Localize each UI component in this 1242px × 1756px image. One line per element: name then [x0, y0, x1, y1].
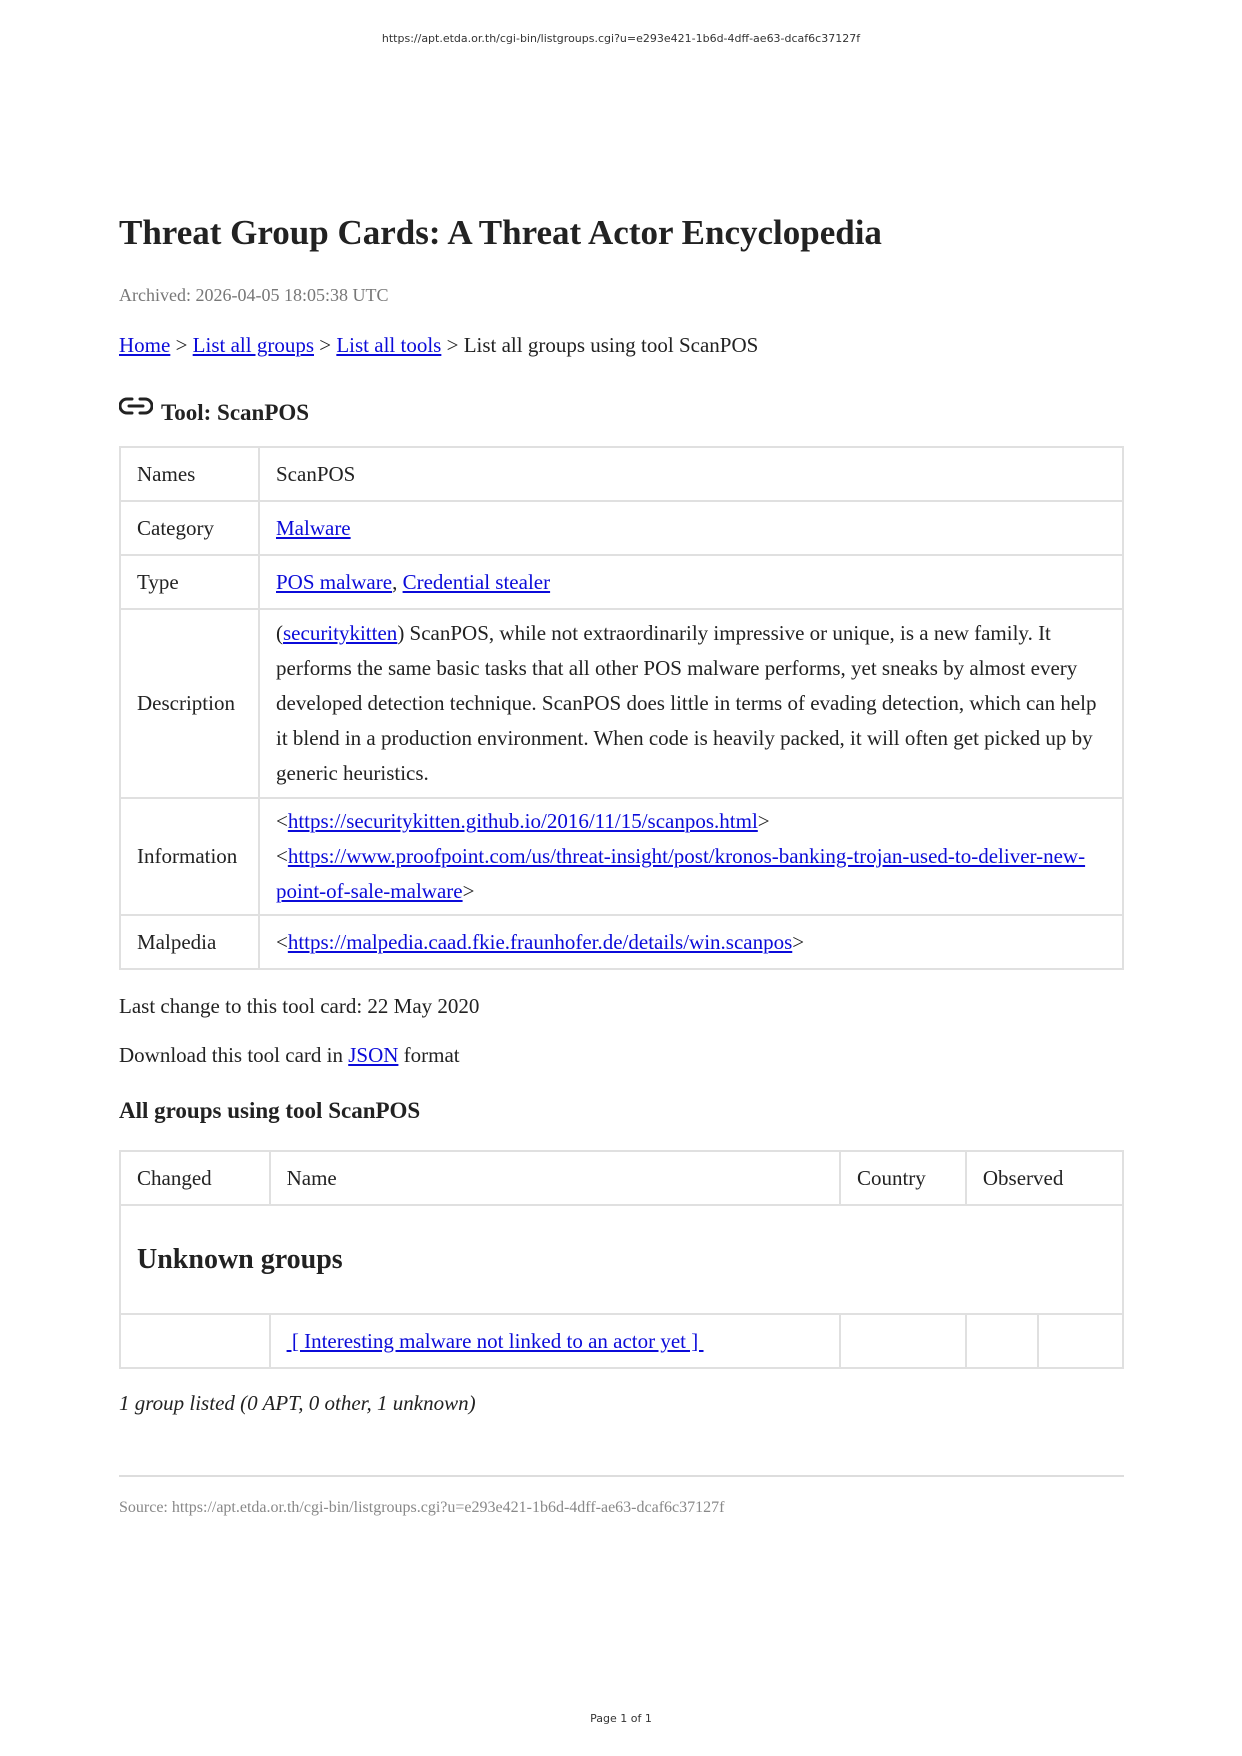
- breadcrumb: [119, 333, 1124, 358]
- page-title: Threat Group Cards: A Threat Actor Encyclopedia: [119, 213, 882, 252]
- angle-open: <: [276, 929, 288, 954]
- column-header-changed: Changed: [120, 1151, 270, 1205]
- extra-cell: [1038, 1314, 1123, 1368]
- json-download-link[interactable]: JSON: [348, 1043, 399, 1067]
- description-label: Description: [120, 609, 259, 798]
- description-open-paren: (: [276, 621, 283, 645]
- section-row: [120, 1205, 1123, 1314]
- last-change-text: Last change to this tool card: 22 May 2020: [119, 994, 480, 1018]
- breadcrumb-separator: >: [441, 333, 464, 357]
- source-text: Source: https://apt.etda.or.th/cgi-bin/listgroups.cgi?u=e293e421-1b6d-4dff-ae63-dcaf6c37127f: [119, 1499, 725, 1516]
- category-label: Category: [120, 501, 259, 555]
- group-link-interesting-malware[interactable]: [ Interesting malware not linked to an actor yet ]: [286, 1328, 704, 1353]
- divider: [119, 1475, 1124, 1477]
- type-credential-stealer-link[interactable]: Credential stealer: [402, 569, 551, 594]
- names-label: Names: [120, 447, 259, 501]
- archived-timestamp: Archived: 2026-04-05 18:05:38 UTC: [119, 285, 389, 305]
- tool-info-table: [119, 446, 1124, 970]
- breadcrumb-separator: >: [170, 333, 193, 357]
- table-header-row: [120, 1151, 1123, 1205]
- malpedia-value: [259, 915, 1123, 969]
- groups-table: [119, 1150, 1124, 1369]
- type-value: [259, 555, 1123, 609]
- print-header-url: https://apt.etda.or.th/cgi-bin/listgroups.cgi?u=e293e421-1b6d-4dff-ae63-dcaf6c37127f: [381, 32, 861, 45]
- observed-cell: [966, 1314, 1038, 1368]
- breadcrumb-tools-link[interactable]: List all tools: [336, 333, 442, 357]
- link-icon: [119, 396, 153, 416]
- category-link[interactable]: Malware: [276, 515, 351, 540]
- angle-close: >: [792, 929, 805, 954]
- information-line: [276, 839, 1106, 909]
- main-content: [119, 212, 1124, 1517]
- type-pos-malware-link[interactable]: POS malware: [276, 569, 393, 594]
- name-cell: [270, 1314, 840, 1368]
- information-line: [276, 804, 1106, 839]
- angle-close: >: [757, 809, 770, 833]
- column-header-name: Name: [270, 1151, 840, 1205]
- table-row: [120, 447, 1123, 501]
- description-text: ) ScanPOS, while not extraordinarily impressive or unique, is a new family. It performs the same basic tasks that all other POS malware performs, yet sneaks by almost every developed detection technique. ScanPOS does little in terms of evading detection, which can help it blend in a production environment. When code is heavily packed, it will often get picked up by generic heuristics.: [276, 621, 1097, 785]
- angle-open: <: [276, 844, 288, 868]
- country-cell: [840, 1314, 966, 1368]
- malpedia-label: Malpedia: [120, 915, 259, 969]
- groups-heading: All groups using tool ScanPOS: [119, 1098, 421, 1123]
- tool-heading: [119, 390, 1124, 426]
- table-row: [120, 798, 1123, 915]
- changed-cell: [120, 1314, 270, 1368]
- table-row: [120, 609, 1123, 798]
- table-row: [120, 915, 1123, 969]
- download-prefix: Download this tool card in: [119, 1043, 349, 1067]
- page-number: Page 1 of 1: [590, 1712, 652, 1725]
- breadcrumb-groups-link[interactable]: List all groups: [192, 333, 314, 357]
- breadcrumb-home-link[interactable]: Home: [119, 333, 171, 357]
- section-title-unknown-groups: Unknown groups: [120, 1205, 1123, 1314]
- names-value: ScanPOS: [259, 447, 1123, 501]
- type-separator: ,: [392, 569, 403, 594]
- information-label: Information: [120, 798, 259, 915]
- angle-open: <: [276, 809, 288, 833]
- description-value: [259, 609, 1123, 798]
- download-suffix: format: [398, 1043, 460, 1067]
- type-label: Type: [120, 555, 259, 609]
- description-source-link[interactable]: securitykitten: [283, 621, 398, 645]
- information-link-securitykitten[interactable]: https://securitykitten.github.io/2016/11/15/scanpos.html: [287, 809, 758, 833]
- information-value: [259, 798, 1123, 915]
- breadcrumb-current: List all groups using tool ScanPOS: [463, 333, 759, 357]
- breadcrumb-separator: >: [314, 333, 337, 357]
- tool-heading-text: Tool: ScanPOS: [161, 400, 310, 425]
- category-value: [259, 501, 1123, 555]
- malpedia-link[interactable]: https://malpedia.caad.fkie.fraunhofer.de/details/win.scanpos: [287, 929, 793, 954]
- angle-close: >: [462, 879, 475, 903]
- information-link-proofpoint[interactable]: https://www.proofpoint.com/us/threat-insight/post/kronos-banking-trojan-used-to-deliver-new-point-of-sale-malware: [276, 844, 1086, 903]
- download-line: [119, 1043, 1124, 1068]
- column-header-country: Country: [840, 1151, 966, 1205]
- table-row: [120, 555, 1123, 609]
- column-header-observed: Observed: [966, 1151, 1123, 1205]
- groups-summary: 1 group listed (0 APT, 0 other, 1 unknown): [119, 1391, 476, 1415]
- table-row: [120, 1314, 1123, 1368]
- table-row: [120, 501, 1123, 555]
